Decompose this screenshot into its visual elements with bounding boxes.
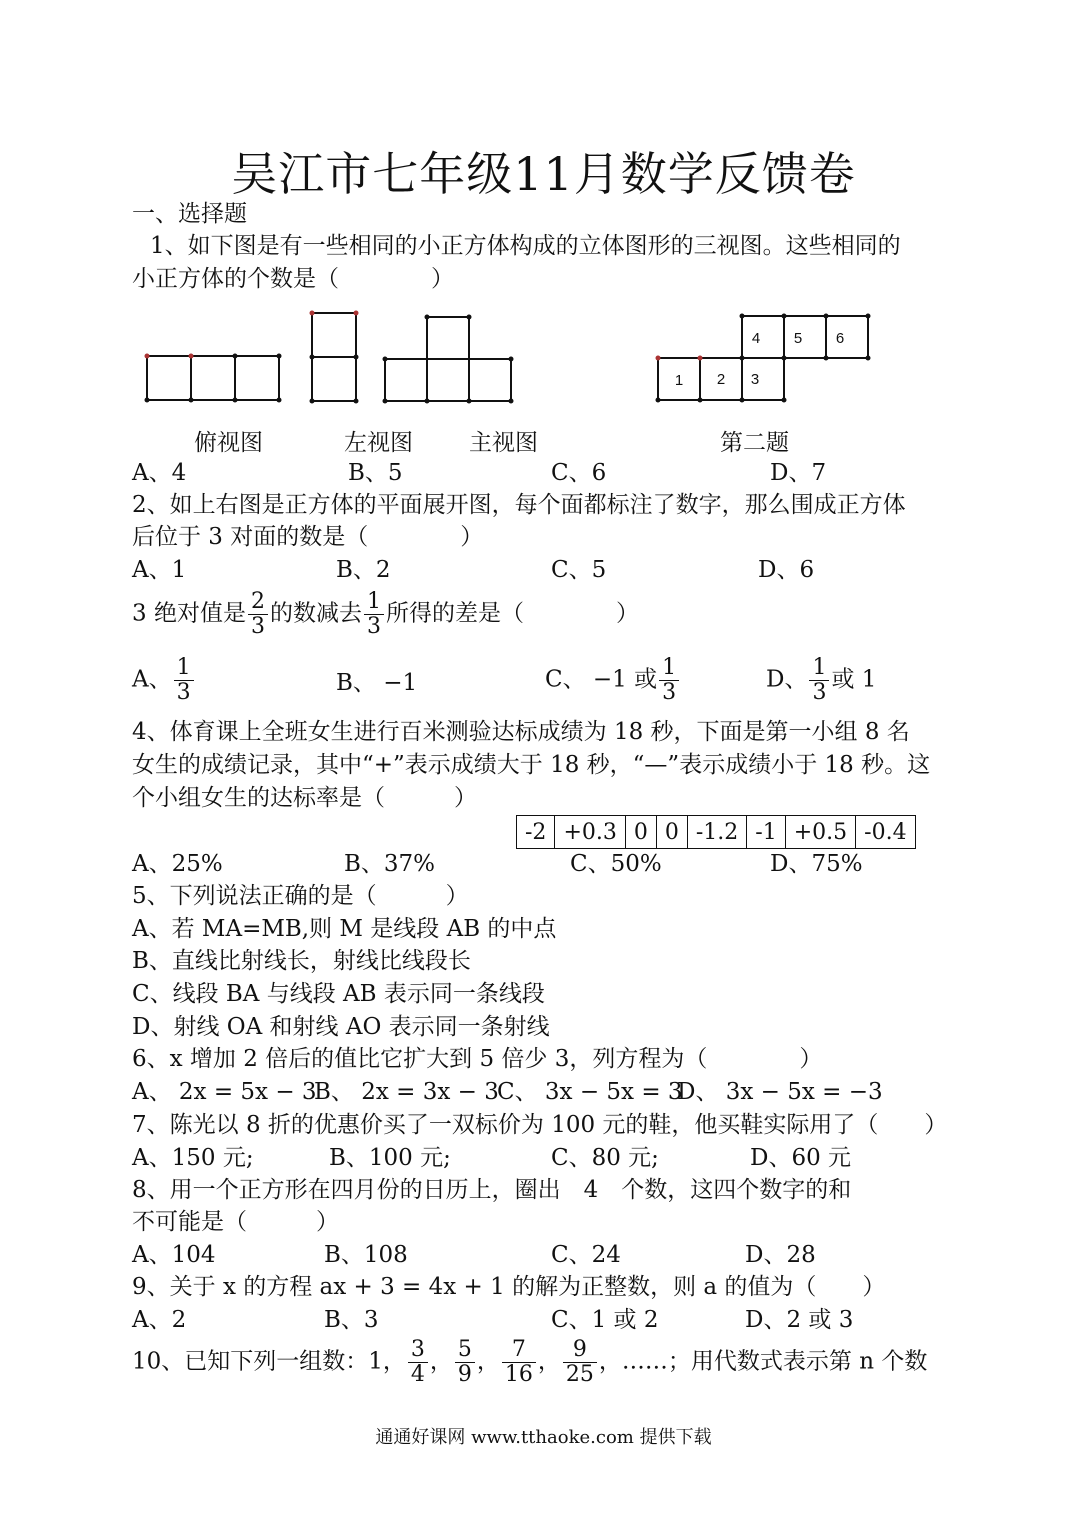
q1-option-b: B、5: [348, 460, 403, 486]
q9-option-a: A、2: [132, 1307, 187, 1333]
q2-stem-line1: 2、如上右图是正方体的平面展开图，每个面都标注了数字，那么围成正方体: [132, 492, 906, 518]
q6-option-c: C、 3x − 5x = 3: [497, 1079, 683, 1105]
q3-option-c: C、 −1 或 $\frac{1}{3}$: [545, 656, 681, 705]
q8-stem-line1: 8、用一个正方形在四月份的日历上，圈出 4 个数，这四个数字的和: [132, 1177, 852, 1203]
q4-option-c: C、50%: [570, 851, 662, 877]
q4-option-d: D、75%: [770, 851, 863, 877]
q3-prefix: 3 绝对值是: [132, 600, 246, 627]
fraction-9-25: $\frac{9}{25}$: [563, 1338, 597, 1387]
q9-option-d: D、2 或 3: [745, 1307, 854, 1333]
left-view-diagram: [312, 313, 356, 401]
net-face-2: 2: [716, 371, 726, 388]
record-cell: 0: [656, 816, 687, 849]
q4-option-a: A、25%: [132, 851, 223, 877]
three-views-figure: [130, 300, 890, 420]
net-face-6: 6: [835, 330, 845, 347]
caption-left-view: 左视图: [344, 430, 413, 456]
q3-suffix: 所得的差是（ ）: [385, 600, 639, 627]
page-title: 吴江市七年级11月数学反馈卷: [231, 147, 856, 201]
q9-stem: 9、关于 x 的方程 ax + 3 = 4x + 1 的解为正整数，则 a 的值为（ ）: [132, 1274, 886, 1300]
q2-option-d: D、6: [758, 557, 815, 583]
q8-option-c: C、24: [551, 1242, 621, 1268]
q4-stem-line3: 个小组女生的达标率是（ ）: [132, 785, 477, 811]
fraction-7-16: $\frac{7}{16}$: [502, 1338, 536, 1387]
q4-stem-line2: 女生的成绩记录，其中“+”表示成绩大于 18 秒，“—”表示成绩小于 18 秒。这: [132, 752, 931, 778]
q1-stem-line2: 小正方体的个数是（ ）: [132, 266, 454, 292]
net-face-1: 1: [674, 372, 684, 389]
q6-option-d: D、 3x − 5x = −3: [677, 1079, 883, 1105]
footer-watermark: 通通好课网 www.tthaoke.com 提供下载: [375, 1427, 712, 1448]
record-cell: -0.4: [856, 816, 915, 849]
q8-stem-line2: 不可能是（ ）: [132, 1209, 339, 1235]
q7-option-c: C、80 元;: [551, 1145, 659, 1171]
cube-net-diagram: [658, 316, 868, 400]
net-face-4: 4: [751, 330, 761, 347]
caption-top-view: 俯视图: [194, 430, 263, 456]
q3-option-d: D、 $\frac{1}{3}$ 或 1: [766, 655, 877, 705]
q4-stem-line1: 4、体育课上全班女生进行百米测验达标成绩为 18 秒，下面是第一小组 8 名: [132, 719, 910, 745]
q7-option-b: B、100 元;: [329, 1145, 451, 1171]
caption-front-view: 主视图: [469, 430, 538, 456]
score-record-table: [516, 815, 916, 849]
caption-question-two: 第二题: [720, 430, 789, 456]
fraction-5-9: $\frac{5}{9}$: [455, 1338, 475, 1387]
record-cell: -1: [747, 816, 785, 849]
q1-option-d: D、7: [770, 460, 827, 486]
q5-stem: 5、下列说法正确的是（ ）: [132, 883, 469, 909]
front-view-diagram: [385, 317, 511, 401]
q4-option-b: B、37%: [344, 851, 436, 877]
q8-option-d: D、28: [745, 1242, 816, 1268]
q7-option-d: D、60 元: [750, 1145, 852, 1171]
record-cell: -2: [517, 816, 555, 849]
q8-option-a: A、104: [132, 1242, 216, 1268]
q2-option-b: B、2: [336, 557, 391, 583]
fraction-two-thirds: $\frac{2}{3}$: [248, 590, 268, 639]
q7-option-a: A、150 元;: [132, 1145, 254, 1171]
top-view-diagram: [147, 356, 279, 400]
q1-option-a: A、4: [132, 460, 187, 486]
q3-stem: [132, 590, 639, 639]
q1-stem-line1: 1、如下图是有一些相同的小正方体构成的立体图形的三视图。这些相同的: [150, 233, 901, 259]
q5-option-b: B、直线比射线长，射线比线段长: [132, 948, 471, 974]
fraction-one-third: $\frac{1}{3}$: [364, 590, 384, 639]
q10-stem: 10、已知下列一组数：1， $\frac{3}{4}$ ， $\frac{5}{9}$ ， $\frac{7}{16}$ ， $\frac{9}{25}$ ，……；用代数式表示第 n 个数: [132, 1337, 928, 1387]
fraction-3-4: $\frac{3}{4}$: [408, 1338, 428, 1387]
q2-option-c: C、5: [551, 557, 607, 583]
net-face-5: 5: [793, 330, 803, 347]
q6-stem: 6、x 增加 2 倍后的值比它扩大到 5 倍少 3，列方程为（ ）: [132, 1046, 823, 1072]
q2-option-a: A、1: [132, 557, 187, 583]
q6-option-a: A、 2x = 5x − 3: [132, 1079, 317, 1105]
record-cell: +0.5: [785, 816, 855, 849]
q5-option-c: C、线段 BA 与线段 AB 表示同一条线段: [132, 981, 545, 1007]
q2-stem-line2: 后位于 3 对面的数是（ ）: [132, 524, 484, 550]
record-cell: +0.3: [555, 816, 625, 849]
q7-stem: 7、陈光以 8 折的优惠价买了一双标价为 100 元的鞋，他买鞋实际用了（ ）: [132, 1112, 948, 1138]
q3-option-b: B、 −1: [336, 670, 418, 696]
q1-option-c: C、6: [551, 460, 607, 486]
q5-option-d: D、射线 OA 和射线 AO 表示同一条射线: [132, 1014, 550, 1040]
q5-option-a: A、若 MA=MB,则 M 是线段 AB 的中点: [132, 916, 557, 942]
q3-mid: 的数减去: [269, 600, 362, 627]
record-cell: -1.2: [687, 816, 746, 849]
section-heading: 一、选择题: [132, 201, 247, 227]
net-face-3: 3: [750, 371, 760, 388]
q9-option-b: B、3: [324, 1307, 379, 1333]
q3-option-a: A、 $\frac{1}{3}$: [132, 656, 196, 705]
q8-option-b: B、108: [324, 1242, 408, 1268]
record-cell: 0: [625, 816, 656, 849]
q6-option-b: B、 2x = 3x − 3: [314, 1079, 499, 1105]
q9-option-c: C、1 或 2: [551, 1307, 659, 1333]
